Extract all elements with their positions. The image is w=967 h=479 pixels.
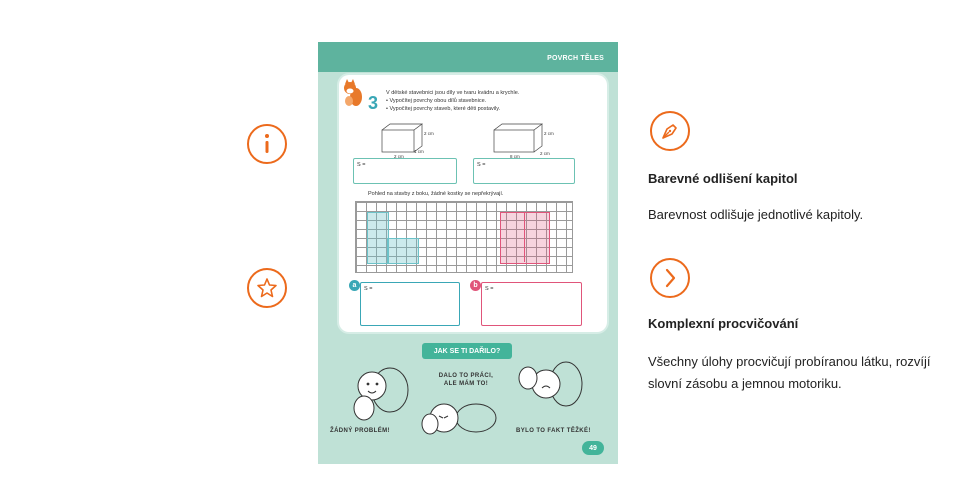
feature-text: Všechny úlohy procvičují probíranou látku, rozvíjí slovní zásobu a jemnou motoriku. xyxy=(648,354,931,391)
dim-label: 2 cm xyxy=(424,131,434,136)
sketch-caption: BYLO TO FAKT TĚŽKÉ! xyxy=(516,428,591,434)
label-a-badge: a xyxy=(349,280,360,291)
chapter-title: POVRCH TĚLES xyxy=(547,55,604,62)
answer-box-a[interactable] xyxy=(360,282,460,326)
task-line-3: • Vypočítej povrchy staveb, které děti postavily. xyxy=(386,106,501,112)
self-assessment-banner: JAK SE TI DAŘILO? xyxy=(422,343,512,359)
dim-label: 2 cm xyxy=(394,154,404,159)
pen-nib-icon xyxy=(650,111,690,151)
feature-text: Barevnost odlišuje jednotlivé kapitoly. xyxy=(648,207,864,222)
dim-label: 1 cm xyxy=(414,149,424,154)
squirrel-mascot-icon xyxy=(342,79,364,109)
task-number: 3 xyxy=(368,93,379,113)
grid-caption: Pohled na stavby z boku, žádné kostky se nepřekrývají. xyxy=(368,191,504,197)
s-label: S = xyxy=(485,286,494,292)
answer-box[interactable] xyxy=(353,158,457,184)
sketch-caption: ŽÁDNÝ PROBLÉM! xyxy=(330,428,390,434)
star-badge-icon xyxy=(247,268,287,308)
feature-title: Barevné odlišení kapitol xyxy=(648,171,798,186)
teal-figure xyxy=(367,212,389,264)
squirrel-sketch-icon xyxy=(414,382,504,442)
workbook-page xyxy=(318,42,618,464)
answer-box[interactable] xyxy=(473,158,575,184)
sketch-caption: DALO TO PRÁCI, ALE MÁM TO! xyxy=(438,373,494,387)
dim-label: 8 cm xyxy=(510,154,520,159)
answer-box-b[interactable] xyxy=(481,282,582,326)
info-icon xyxy=(247,124,287,164)
s-label: S = xyxy=(477,162,486,168)
page-number: 49 xyxy=(582,441,604,455)
cuboid-drawing xyxy=(380,122,440,154)
chevron-right-icon xyxy=(650,258,690,298)
dim-label: 2 cm xyxy=(540,151,550,156)
squirrel-sketch-icon xyxy=(338,360,418,428)
teal-figure xyxy=(387,238,419,264)
label-b-badge: b xyxy=(470,280,481,291)
s-label: S = xyxy=(357,162,366,168)
task-line-1: V dětské stavebnici jsou díly ve tvaru kvádru a krychle. xyxy=(386,90,520,96)
s-label: S = xyxy=(364,286,373,292)
task-line-2: • Vypočítej povrchy obou dílů stavebnice. xyxy=(386,98,487,104)
pink-figure xyxy=(500,212,550,264)
squirrel-sketch-icon xyxy=(506,356,596,426)
pink-figure-divider xyxy=(524,212,525,262)
feature-title: Komplexní procvičování xyxy=(648,316,799,331)
dim-label: 2 cm xyxy=(544,131,554,136)
